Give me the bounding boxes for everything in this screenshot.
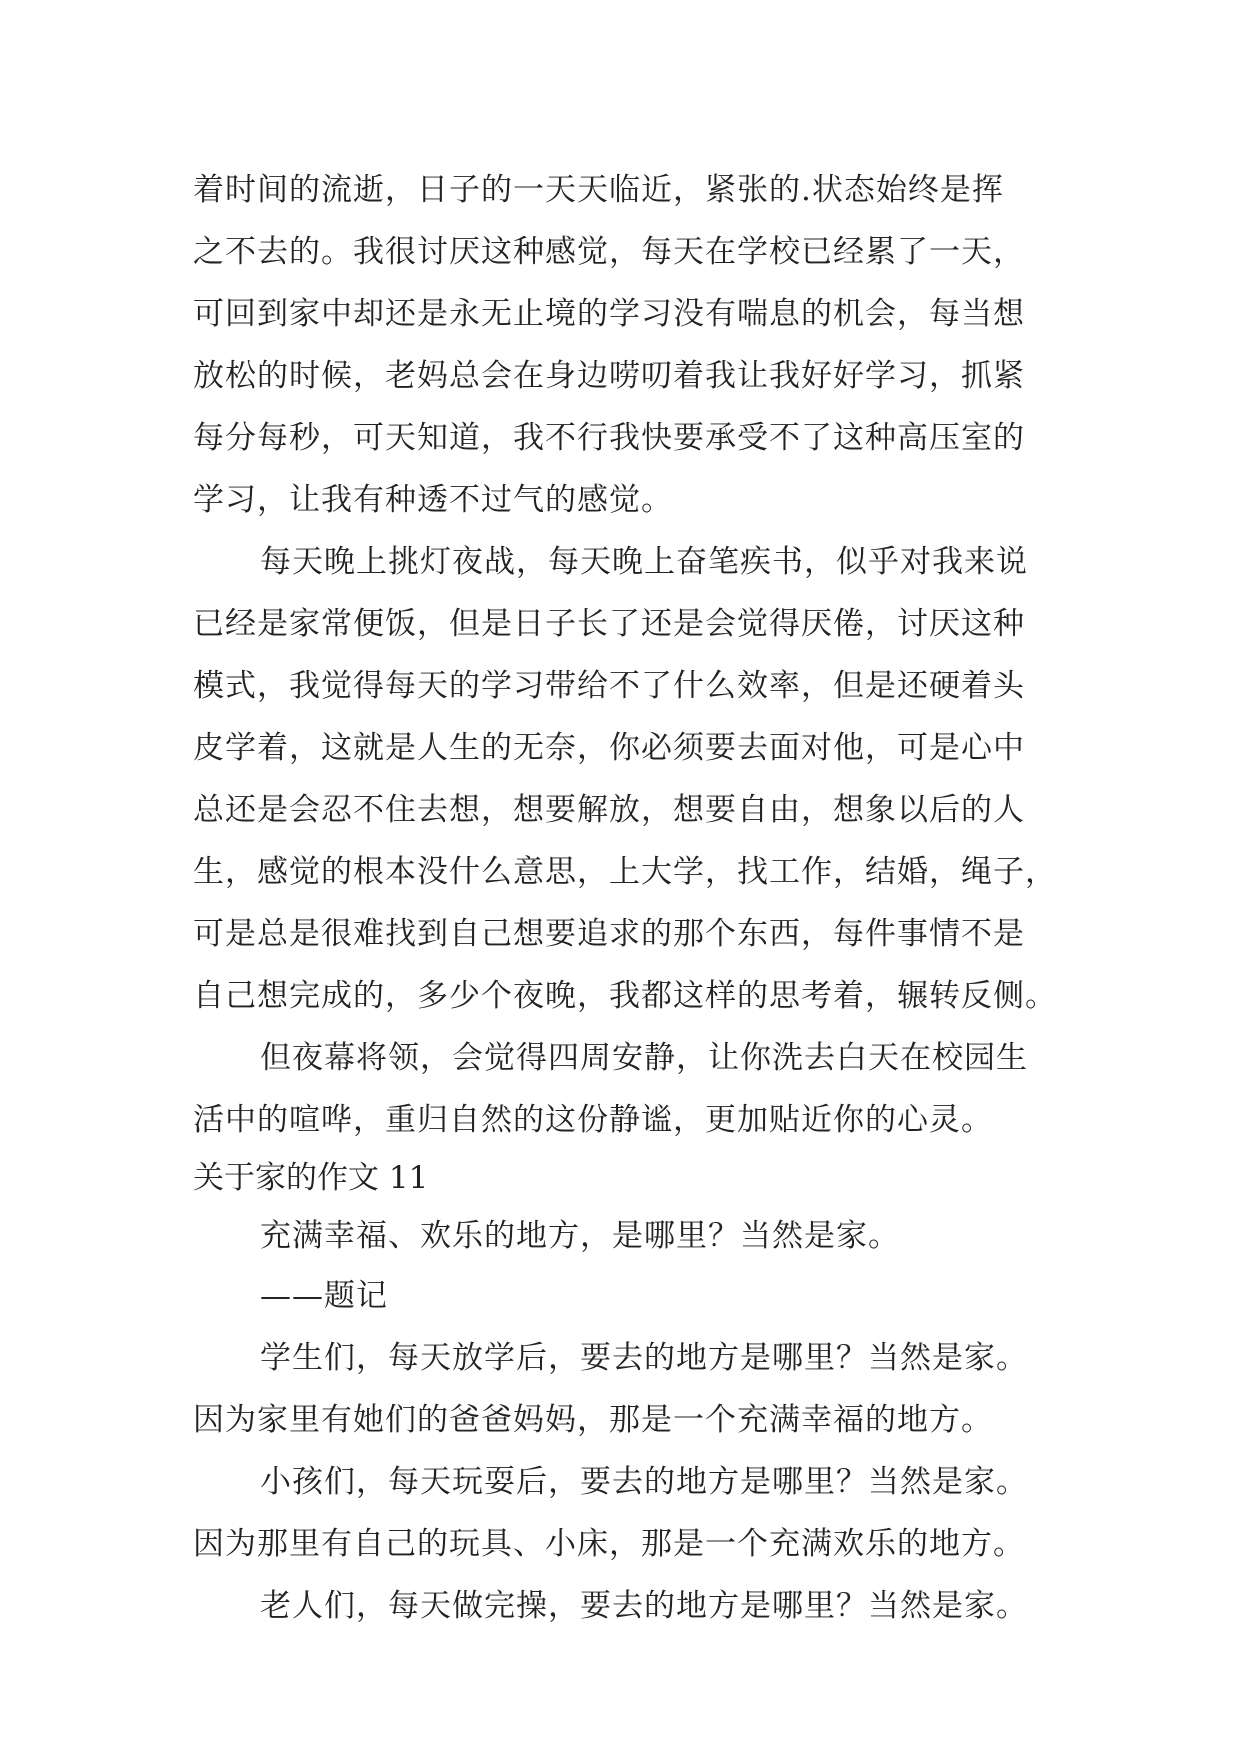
body-line: 因为家里有她们的爸爸妈妈，那是一个充满幸福的地方。 bbox=[193, 1402, 993, 1438]
body-line: 每天晚上挑灯夜战，每天晚上奋笔疾书，似乎对我来说 bbox=[260, 544, 1028, 580]
body-line: 自己想完成的，多少个夜晚，我都这样的思考着，辗转反侧。 bbox=[193, 978, 1057, 1014]
body-line: 每分每秒，可天知道，我不行我快要承受不了这种高压室的 bbox=[193, 420, 1025, 456]
body-line: 活中的喧哗，重归自然的这份静谧，更加贴近你的心灵。 bbox=[193, 1102, 993, 1138]
body-line: 之不去的。我很讨厌这种感觉，每天在学校已经累了一天， bbox=[193, 234, 1025, 270]
body-line: 生，感觉的根本没什么意思，上大学，找工作，结婚，绳子， bbox=[193, 854, 1057, 890]
epigraph: 充满幸福、欢乐的地方，是哪里？当然是家。 bbox=[260, 1218, 900, 1254]
body-line: 因为那里有自己的玩具、小床，那是一个充满欢乐的地方。 bbox=[193, 1526, 1025, 1562]
body-line: 学生们，每天放学后，要去的地方是哪里？当然是家。 bbox=[260, 1340, 1028, 1376]
body-line: 可回到家中却还是永无止境的学习没有喘息的机会，每当想 bbox=[193, 296, 1025, 332]
body-line: 总还是会忍不住去想，想要解放，想要自由，想象以后的人 bbox=[193, 792, 1025, 828]
body-line: 但夜幕将领，会觉得四周安静，让你洗去白天在校园生 bbox=[260, 1040, 1028, 1076]
body-line: 模式，我觉得每天的学习带给不了什么效率，但是还硬着头 bbox=[193, 668, 1025, 704]
body-line: 老人们，每天做完操，要去的地方是哪里？当然是家。 bbox=[260, 1588, 1028, 1624]
body-line: 着时间的流逝，日子的一天天临近，紧张的.状态始终是挥 bbox=[193, 172, 1004, 208]
body-line: 放松的时候，老妈总会在身边唠叨着我让我好好学习，抓紧 bbox=[193, 358, 1025, 394]
body-line: 皮学着，这就是人生的无奈，你必须要去面对他，可是心中 bbox=[193, 730, 1025, 766]
body-line: 已经是家常便饭，但是日子长了还是会觉得厌倦，讨厌这种 bbox=[193, 606, 1025, 642]
body-line: 小孩们，每天玩耍后，要去的地方是哪里？当然是家。 bbox=[260, 1464, 1028, 1500]
body-line: 可是总是很难找到自己想要追求的那个东西，每件事情不是 bbox=[193, 916, 1025, 952]
epigraph-source: ——题记 bbox=[260, 1278, 388, 1314]
body-line: 学习，让我有种透不过气的感觉。 bbox=[193, 482, 673, 518]
section-heading: 关于家的作文 11 bbox=[193, 1160, 429, 1196]
